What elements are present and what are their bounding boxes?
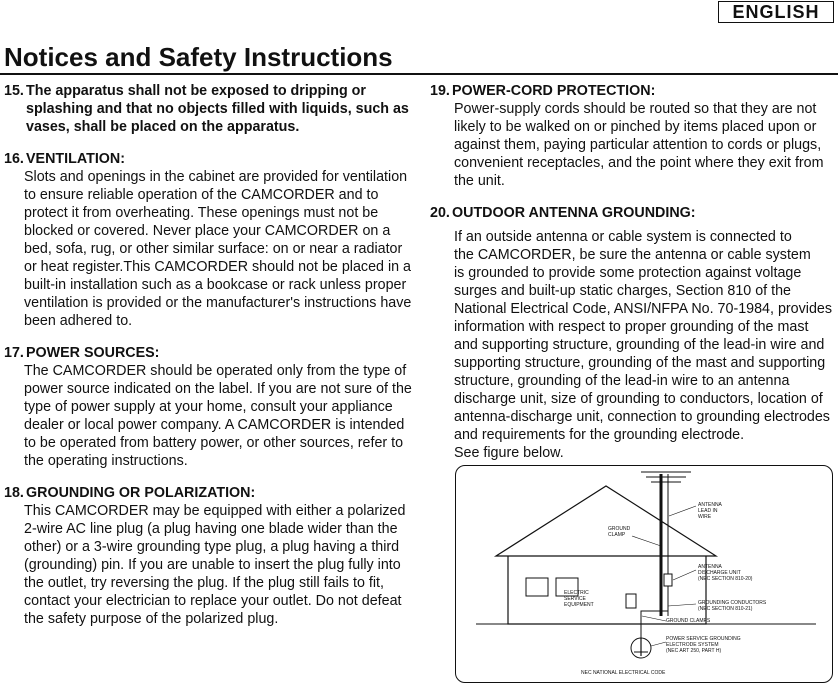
item-20-line: surges and built-up static charges, Section 810 of the: [454, 283, 791, 299]
page-title: Notices and Safety Instructions: [4, 42, 393, 72]
item-20-line: and supporting structure, grounding of the lead-in wire and: [454, 337, 825, 353]
label-electric-service: EQUIPMENT: [564, 602, 594, 608]
label-grounding-electrode: ELECTRODE SYSTEM: [666, 642, 719, 648]
item-16-line: bed, sofa, rug, or other similar surface: on or near a radiator: [24, 241, 403, 257]
antenna-grounding-figure: [455, 465, 833, 683]
item-15-line: splashing and that no objects filled with liquids, such as: [26, 101, 409, 117]
item-20-number: 20.: [430, 205, 450, 221]
label-antenna: ANTENNA: [698, 502, 722, 508]
leader-line: [669, 506, 696, 516]
item-20-title: OUTDOOR ANTENNA GROUNDING:: [452, 205, 696, 221]
figure-caption: NEC NATIONAL ELECTRICAL CODE: [581, 670, 666, 676]
label-antenna: WIRE: [698, 514, 712, 520]
item-19-line: convenient receptacles, and the point where they exit from: [454, 155, 824, 171]
item-17-line: power source indicated on the label. If you are not sure of the: [24, 381, 412, 397]
grounding-conductor: [641, 586, 668, 641]
item-16-heading: [4, 150, 414, 168]
label-discharge-unit: (NEC SECTION 810-20): [698, 576, 753, 582]
label-electric-service: ELECTRIC: [564, 590, 589, 596]
item-18-line: (grounding) pin. If you are unable to insert the plug fully into: [24, 557, 401, 573]
label-ground-clamps: GROUND CLAMPS: [666, 618, 711, 624]
item-20-line: If an outside antenna or cable system is connected to: [454, 229, 792, 245]
item-20: [430, 204, 834, 462]
window: [526, 578, 548, 596]
item-18-line: other) or a 3-wire grounding type plug, a plug having a third: [24, 539, 400, 555]
left-column: [4, 82, 414, 637]
item-20-line: the CAMCORDER, be sure the antenna or cable system: [454, 247, 811, 263]
electric-service-box: [626, 594, 636, 608]
item-17-line: type of power supply at your home, consult your appliance: [24, 399, 393, 415]
item-20-heading: [430, 204, 834, 222]
item-15-line: vases, shall be placed on the apparatus.: [26, 119, 300, 135]
language-label: ENGLISH: [732, 1, 820, 22]
item-18-heading: [4, 484, 414, 502]
leader-line: [632, 536, 661, 546]
item-20-line: information with respect to proper grounding of the mast: [454, 319, 809, 335]
leader-line: [642, 616, 666, 621]
item-19: [430, 82, 834, 190]
item-16-line: to ensure reliable operation of the CAMCORDER and to: [24, 187, 379, 203]
title-divider: [0, 73, 838, 75]
item-18-body: [4, 502, 414, 628]
label-grounding-conductors: (NEC SECTION 810-21): [698, 606, 753, 612]
label-ground-clamp: GROUND: [608, 526, 631, 532]
item-19-line: against them, paying particular attention to cords or plugs,: [454, 137, 822, 153]
leader-line: [673, 570, 696, 580]
item-16-line: protect it from overheating. These openings must not be: [24, 205, 379, 221]
item-17: [4, 344, 414, 470]
label-grounding-electrode: (NEC ART 250, PART H): [666, 648, 722, 654]
item-16-line: been adhered to.: [24, 313, 133, 329]
item-18-line: contact your electrician to replace your outlet. Do not defeat: [24, 593, 402, 609]
item-18-line: the safety purpose of the polarized plug.: [24, 611, 279, 627]
item-18-line: This CAMCORDER may be equipped with either a polarized: [24, 503, 406, 519]
item-20-line: is grounded to provide some protection against voltage: [454, 265, 802, 281]
discharge-unit: [664, 574, 672, 586]
item-19-line: likely to be walked on or pinched by items placed upon or: [454, 119, 817, 135]
item-16: [4, 150, 414, 330]
label-antenna: LEAD IN: [698, 508, 718, 514]
item-19-body: [430, 100, 834, 190]
item-17-heading: [4, 344, 414, 362]
item-19-number: 19.: [430, 83, 450, 99]
label-grounding-conductors: GROUNDING CONDUCTORS: [698, 600, 767, 606]
label-discharge-unit: ANTENNA: [698, 564, 722, 570]
item-20-line: structure, grounding of the lead-in wire to an antenna: [454, 373, 790, 389]
leader-line: [651, 642, 666, 646]
item-16-line: blocked or covered. Never place your CAMCORDER on a: [24, 223, 391, 239]
item-16-line: Slots and openings in the cabinet are provided for ventilation: [24, 169, 408, 185]
item-20-see-figure: See figure below.: [454, 445, 564, 461]
item-15-line: The apparatus shall not be exposed to dripping or: [26, 83, 366, 99]
item-18-line: the outlet, try reversing the plug. If the plug still fails to fit,: [24, 575, 384, 591]
label-grounding-electrode: POWER SERVICE GROUNDING: [666, 636, 741, 642]
item-16-line: built-in installation such as a bookcase or rack unless proper: [24, 277, 407, 293]
house-wall: [508, 556, 706, 624]
item-19-line: the unit.: [454, 173, 505, 189]
item-20-line: discharge unit, size of grounding to conductors, location of: [454, 391, 823, 407]
item-17-line: The CAMCORDER should be operated only from the type of: [24, 363, 407, 379]
item-17-number: 17.: [4, 345, 24, 361]
item-18: [4, 484, 414, 628]
item-16-line: or heat register.This CAMCORDER should not be placed in a: [24, 259, 411, 275]
item-16-title: VENTILATION:: [26, 151, 126, 167]
item-18-title: GROUNDING OR POLARIZATION:: [26, 485, 256, 501]
item-17-line: to be operated from battery power, or other sources, refer to: [24, 435, 404, 451]
item-16-body: [4, 168, 414, 330]
item-16-line: ventilation is provided or the manufacturer's instructions have: [24, 295, 412, 311]
item-20-line: antenna-discharge unit, connection to grounding electrodes: [454, 409, 830, 425]
item-16-number: 16.: [4, 151, 24, 167]
item-20-line: and requirements for the grounding electrode.: [454, 427, 745, 443]
label-ground-clamp: CLAMP: [608, 532, 626, 538]
item-15-number: 15.: [4, 83, 24, 99]
label-discharge-unit: DISCHARGE UNIT: [698, 570, 741, 576]
item-19-line: Power-supply cords should be routed so that they are not: [454, 101, 817, 117]
item-19-title: POWER-CORD PROTECTION:: [452, 83, 656, 99]
item-15: [4, 82, 414, 136]
item-18-line: 2-wire AC line plug (a plug having one blade wider than the: [24, 521, 398, 537]
label-electric-service: SERVICE: [564, 596, 586, 602]
language-badge: [718, 1, 834, 23]
item-17-body: [4, 362, 414, 470]
item-20-line: National Electrical Code, ANSI/NFPA No. 70-1984, provides: [454, 301, 832, 317]
item-17-line: the operating instructions.: [24, 453, 188, 469]
right-column: [430, 82, 834, 471]
item-15-text: [4, 82, 414, 136]
leader-line: [668, 604, 696, 606]
antenna-grounding-diagram: [456, 466, 833, 683]
item-20-line: supporting structure, grounding of the mast and supporting: [454, 355, 826, 371]
house-roof: [496, 486, 716, 556]
item-17-title: POWER SOURCES:: [26, 345, 160, 361]
item-19-heading: [430, 82, 834, 100]
item-17-line: dealer or local power company. A CAMCORDER is intended: [24, 417, 405, 433]
item-18-number: 18.: [4, 485, 24, 501]
item-20-body: [430, 228, 834, 462]
